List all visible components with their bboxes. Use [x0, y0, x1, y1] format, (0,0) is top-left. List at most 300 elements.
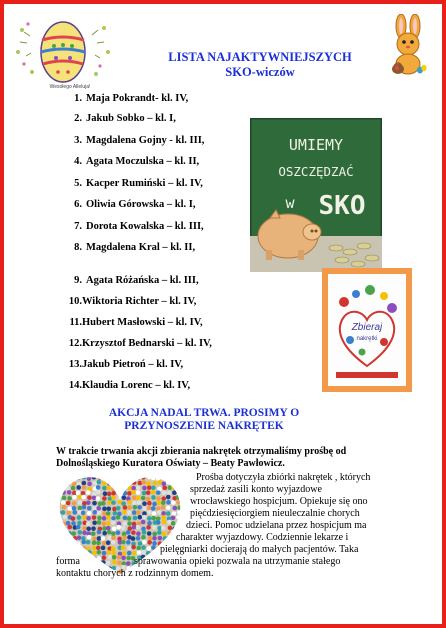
bottle-cap — [92, 506, 97, 511]
bottle-cap — [67, 531, 72, 536]
bottle-cap — [141, 480, 146, 485]
bottle-cap — [126, 530, 131, 535]
body-line: forma — [56, 556, 80, 567]
bottle-cap — [123, 516, 128, 521]
bottle-cap — [106, 511, 111, 516]
bottle-cap — [142, 501, 147, 506]
list-item-number: 2. — [74, 113, 82, 124]
chalk-line-2: OSZCZĘDZAĆ — [278, 164, 354, 179]
bottle-cap — [123, 491, 128, 496]
bottle-cap — [77, 521, 82, 526]
bottle-cap — [122, 510, 127, 515]
bottle-cap — [147, 485, 152, 490]
list-item-number: 6. — [74, 199, 82, 210]
bottle-cap — [132, 551, 137, 556]
bottle-cap — [117, 486, 122, 491]
bottle-cap — [146, 551, 151, 556]
bottle-cap — [77, 495, 82, 500]
bottle-cap — [132, 480, 137, 485]
bottle-cap — [133, 516, 138, 521]
bottle-cap — [106, 526, 111, 531]
bottle-cap — [56, 506, 60, 511]
bottle-cap — [162, 486, 167, 491]
bottle-cap — [67, 525, 72, 530]
bottle-cap — [61, 500, 66, 505]
bottle-cap — [93, 481, 98, 486]
bottle-cap — [141, 535, 146, 540]
list-item — [62, 92, 188, 105]
bottle-cap — [82, 515, 87, 520]
bottle-cap — [166, 480, 171, 485]
bottle-cap — [72, 501, 77, 506]
bottle-cap — [167, 471, 172, 476]
bottle-cap — [181, 500, 184, 505]
bottle-cap — [96, 485, 101, 490]
bottle-cap — [61, 510, 66, 515]
bottle-cap — [158, 470, 163, 475]
bottle-cap — [162, 475, 167, 480]
bottle-cap — [62, 541, 67, 546]
chalk-line-1: UMIEMY — [288, 136, 344, 154]
bottle-cap — [141, 496, 146, 501]
bottle-cap — [97, 520, 102, 525]
bottle-cap — [136, 510, 141, 515]
bottle-cap — [111, 487, 116, 492]
bottle-cap — [122, 495, 127, 500]
list-item-number: 1. — [74, 93, 82, 104]
bottle-cap — [97, 511, 102, 516]
bottle-cap — [56, 526, 61, 531]
bottle-cap — [136, 485, 141, 490]
body-line: dzieci. Pomoc udzielana przez hospicjum ma — [186, 520, 367, 531]
bottle-cap — [57, 476, 62, 481]
bottle-cap — [147, 531, 152, 536]
easter-bunny-icon — [384, 14, 432, 76]
bottle-cap — [171, 516, 176, 521]
body-line: Prośba dotyczyła zbiórki nakrętek , których — [196, 472, 371, 483]
list-item-text: Wiktoria Richter – kl. IV, — [82, 296, 197, 307]
bottle-cap — [72, 510, 77, 515]
bottle-cap — [101, 501, 106, 506]
bottle-cap — [142, 506, 147, 511]
campaign-title-line-2: PRZYNOSZENIE NAKRĘTEK — [124, 420, 284, 432]
bottle-cap — [87, 535, 92, 540]
bottle-cap — [86, 560, 91, 565]
bottle-cap — [122, 535, 127, 540]
bottle-cap — [113, 511, 118, 516]
bottle-cap — [161, 505, 166, 510]
bottle-cap — [181, 491, 184, 496]
bottle-cap — [111, 540, 116, 545]
bottle-cap — [92, 515, 97, 520]
list-item-number: 13. — [68, 359, 82, 370]
bottle-cap — [86, 490, 91, 495]
bottle-cap — [113, 471, 118, 476]
bottle-cap — [57, 546, 62, 551]
bottle-cap — [127, 551, 132, 556]
bottle-cap — [167, 491, 172, 496]
bottle-cap — [61, 545, 66, 550]
list-item-text: Hubert Masłowski – kl. IV, — [82, 317, 203, 328]
bottle-cap — [172, 490, 177, 495]
bottle-cap — [67, 496, 72, 501]
bottle-cap — [147, 540, 152, 545]
bottle-cap — [111, 547, 116, 552]
bottle-cap — [96, 490, 101, 495]
bottle-cap — [72, 551, 77, 556]
bottle-cap — [162, 481, 167, 486]
list-item-text: Agata Różańska – kl. III, — [86, 275, 199, 286]
bottle-cap — [72, 546, 77, 551]
bottle-cap — [177, 490, 182, 495]
bottle-cap — [66, 551, 71, 556]
bottle-cap — [122, 476, 127, 481]
bottle-cap — [147, 506, 152, 511]
bottle-cap — [106, 515, 111, 520]
bottle-cap — [97, 556, 102, 561]
bottle-cap — [66, 511, 71, 516]
bottle-cap — [147, 546, 152, 551]
bottle-cap — [161, 496, 166, 501]
bottle-cap — [178, 520, 183, 525]
bottle-cap — [71, 516, 76, 521]
bottle-cap — [106, 561, 111, 566]
bottle-cap — [81, 495, 86, 500]
bottle-cap — [172, 511, 177, 516]
bottle-cap — [171, 485, 176, 490]
bottle-cap — [127, 480, 132, 485]
bottle-cap — [92, 540, 97, 545]
list-item-number: 8. — [74, 242, 82, 253]
bottle-cap — [121, 526, 126, 531]
bottle-cap — [152, 502, 157, 507]
bottle-cap — [123, 481, 128, 486]
list-item — [62, 155, 199, 168]
bottle-cap — [83, 555, 88, 560]
bottle-cap — [127, 510, 132, 515]
body-line: kontaktu chorych z rodzinnym domem. — [56, 568, 214, 579]
chalk-line-3b: SKO — [318, 191, 366, 221]
bottle-cap — [81, 511, 86, 516]
bottle-cap — [141, 475, 146, 480]
bottle-cap — [107, 476, 112, 481]
bottle-cap — [166, 495, 171, 500]
bottle-cap — [162, 490, 167, 495]
bottle-cap — [57, 517, 62, 522]
bottle-cap — [122, 485, 127, 490]
bottle-cap — [87, 482, 92, 487]
bottle-cap — [126, 556, 131, 561]
bottle-cap — [96, 496, 101, 501]
list-item — [62, 358, 183, 371]
bottle-cap — [56, 535, 61, 540]
bottle-cap — [132, 471, 137, 476]
bottle-cap — [103, 491, 108, 496]
bottle-cap — [107, 481, 112, 486]
body-line: sprawowania opieki pozwala na utrzymanie stałego — [134, 556, 341, 567]
list-item-text: Oliwia Górowska – kl. I, — [86, 199, 196, 210]
bottle-cap — [62, 496, 67, 501]
bottle-cap — [87, 511, 92, 516]
bottle-cap — [112, 475, 117, 480]
bottle-cap — [66, 535, 71, 540]
bottle-cap — [87, 555, 92, 560]
bottle-cap — [131, 545, 136, 550]
bottle-cap — [106, 521, 111, 526]
bottle-cap — [151, 495, 156, 500]
bottle-cap — [132, 501, 137, 506]
bottle-cap — [127, 546, 132, 551]
poster-title: Zbieraj — [351, 322, 383, 333]
bottle-cap — [77, 535, 82, 540]
bottle-cap — [72, 506, 77, 511]
body-line: pięćdziesięciorgiem nieuleczalnie chorych — [190, 508, 360, 519]
bottle-cap — [162, 471, 167, 476]
bottle-cap — [181, 475, 184, 480]
bottle-cap — [81, 471, 86, 476]
bottle-cap — [66, 481, 71, 486]
bottle-cap — [132, 525, 137, 530]
bottle-cap — [71, 531, 76, 536]
list-item — [62, 316, 203, 329]
bottle-cap — [181, 526, 184, 531]
bottle-cap — [82, 546, 87, 551]
list-item-number: 10. — [68, 296, 82, 307]
list-item-text: Jakub Sobko – kl. I, — [86, 113, 176, 124]
bottle-cap — [112, 481, 117, 486]
list-item-number: 7. — [74, 221, 82, 232]
bottle-cap — [168, 526, 173, 531]
bottle-cap — [181, 505, 184, 510]
bottle-cap — [73, 536, 78, 541]
list-item-number: 11. — [69, 317, 82, 328]
list-item-number: 5. — [74, 178, 82, 189]
list-item — [62, 274, 199, 287]
bottle-cap — [87, 506, 92, 511]
bottle-cap — [106, 506, 111, 511]
bottle-cap — [126, 561, 131, 566]
bottle-cap — [161, 500, 166, 505]
body-line: pielęgniarki docierają do małych pacjentów. Taka — [160, 544, 359, 555]
bottle-cap — [147, 516, 152, 521]
bottle-cap — [162, 532, 167, 537]
bottle-cap — [151, 516, 156, 521]
bottle-cap — [136, 490, 141, 495]
bottle-cap — [156, 490, 161, 495]
bottle-cap — [147, 521, 152, 526]
bottle-cap — [102, 496, 107, 501]
bottle-cap — [66, 486, 71, 491]
list-item-text: Magdalena Gojny - kl. III, — [86, 135, 205, 146]
bottle-cap — [112, 555, 117, 560]
bottle-caps-poster — [322, 268, 412, 392]
list-item-number: 12. — [68, 338, 82, 349]
bottle-cap — [146, 497, 151, 502]
bottle-cap — [117, 555, 122, 560]
bottle-cap — [176, 515, 181, 520]
bottle-cap — [166, 511, 171, 516]
bottle-cap — [138, 481, 143, 486]
bottle-cap — [156, 496, 161, 501]
bottle-cap — [76, 545, 81, 550]
bottle-cap — [166, 500, 171, 505]
bottle-cap — [166, 536, 171, 541]
bottle-cap — [167, 476, 172, 481]
bottle-cap — [161, 511, 166, 516]
bottle-cap — [86, 516, 91, 521]
bottle-cap — [183, 495, 184, 500]
bottle-cap — [117, 470, 122, 475]
bottle-cap — [86, 522, 91, 527]
bottle-cap — [171, 471, 176, 476]
bottle-cap — [106, 550, 111, 555]
bottle-cap — [141, 520, 146, 525]
bottle-cap — [96, 541, 101, 546]
sko-savings-image — [250, 118, 382, 272]
list-item-number: 14. — [68, 380, 82, 391]
bottle-cap — [63, 481, 68, 486]
bottle-cap — [57, 480, 62, 485]
bottle-cap — [132, 510, 137, 515]
bottle-cap — [171, 481, 176, 486]
bottle-cap — [172, 527, 177, 532]
bottle-cap — [152, 471, 157, 476]
bottle-cap — [152, 536, 157, 541]
bottle-cap — [97, 550, 102, 555]
bottle-cap — [102, 551, 107, 556]
bottle-cap — [127, 500, 132, 505]
bottle-cap — [57, 530, 62, 535]
list-item-text: Magdalena Kral – kl. II, — [86, 242, 196, 253]
bottle-cap — [138, 541, 143, 546]
bottle-cap — [62, 531, 67, 536]
bottle-cap — [56, 501, 61, 506]
bottle-cap — [107, 492, 112, 497]
bottle-cap — [182, 481, 184, 486]
bottle-cap — [77, 515, 82, 520]
list-item-number: 4. — [74, 156, 82, 167]
bottle-cap — [142, 530, 147, 535]
bottle-cap — [96, 546, 101, 551]
bottle-cap — [176, 480, 181, 485]
bottle-cap — [111, 551, 116, 556]
list-item-text: Klaudia Lorenc – kl. IV, — [82, 380, 191, 391]
body-line: charakter wyjazdowy. Codziennie lekarze i — [176, 532, 349, 543]
bottle-cap — [156, 520, 161, 525]
bottle-cap — [147, 501, 152, 506]
bottle-cap — [171, 521, 176, 526]
body-line: sprzedaż zasili konto wyjazdowe — [190, 484, 322, 495]
bottle-cap — [176, 475, 181, 480]
bottle-cap — [97, 561, 102, 566]
bottle-cap — [147, 470, 152, 474]
bottle-cap — [138, 515, 143, 520]
bottle-cap — [101, 560, 106, 565]
list-item — [62, 337, 212, 350]
bottle-cap — [92, 520, 97, 525]
bottle-cap — [181, 511, 184, 516]
bottle-cap — [151, 476, 156, 481]
bottle-cap — [66, 541, 71, 546]
bottle-cap — [66, 471, 71, 476]
bottle-cap — [82, 552, 87, 557]
bottle-cap — [146, 490, 151, 495]
bottle-cap — [136, 525, 141, 530]
bottle-cap — [82, 475, 87, 480]
bottle-cap — [122, 470, 127, 475]
bottle-cap — [157, 530, 162, 535]
bottle-cap — [116, 515, 121, 520]
list-item — [62, 379, 190, 392]
list-item-text: Maja Pokrandt- kl. IV, — [86, 93, 189, 104]
poster-subtitle: nakrętki — [356, 336, 378, 342]
bottle-cap — [177, 510, 182, 515]
bottle-cap — [116, 506, 121, 511]
bottle-cap — [106, 485, 111, 490]
bottle-cap — [92, 492, 97, 497]
bottle-cap — [171, 500, 176, 505]
list-item-text: Kacper Rumiński – kl. IV, — [86, 178, 203, 189]
bottle-cap — [141, 545, 146, 550]
bottle-cap — [56, 510, 61, 515]
list-item — [62, 198, 196, 211]
bottle-cap — [163, 536, 168, 541]
bottle-cap — [126, 540, 131, 545]
bottle-cap — [136, 496, 141, 501]
bottle-cap — [96, 506, 101, 511]
bottle-cap — [157, 501, 162, 506]
bottle-cap — [102, 481, 107, 486]
bottle-cap — [97, 516, 102, 521]
campaign-intro: W trakcie trwania akcji zbierania nakrętek otrzymaliśmy prośbę od Dolnośląskiego Kuratora Oświaty – Beaty Pawłowicz. — [56, 446, 347, 469]
bottle-cap — [67, 490, 72, 495]
bottle-cap — [177, 505, 182, 510]
bottle-cap — [147, 510, 152, 515]
bottle-cap — [117, 560, 122, 565]
bottle-cap — [111, 536, 116, 541]
bottle-cap — [92, 496, 97, 501]
bottle-cap — [107, 470, 112, 475]
bottle-cap — [63, 515, 68, 520]
bottle-cap — [87, 471, 92, 476]
bottle-cap — [56, 541, 60, 546]
bottle-cap — [102, 521, 107, 526]
bottle-cap — [87, 495, 92, 500]
bottle-cap — [182, 486, 184, 491]
bottle-cap — [123, 521, 128, 526]
bottle-cap — [176, 500, 181, 505]
list-item-number: 9. — [74, 275, 82, 286]
bottle-cap — [82, 505, 87, 510]
bottle-cap — [142, 486, 147, 491]
bottle-cap — [152, 532, 157, 537]
list-item — [62, 177, 203, 190]
bottle-cap — [78, 506, 83, 511]
bottle-cap — [61, 490, 66, 495]
list-item-number: 3. — [74, 135, 82, 146]
campaign-title-line-1: AKCJA NADAL TRWA. PROSIMY O — [108, 407, 300, 419]
bottle-cap — [107, 530, 112, 535]
bottle-cap — [161, 526, 166, 531]
bottle-cap — [117, 490, 122, 495]
bottle-cap — [102, 516, 107, 521]
bottle-cap — [183, 521, 184, 526]
bottle-cap — [76, 541, 81, 546]
bottle-cap — [101, 471, 106, 476]
bottle-cap — [136, 546, 141, 551]
bottle-cap — [93, 510, 98, 515]
bottle-cap — [131, 536, 136, 541]
